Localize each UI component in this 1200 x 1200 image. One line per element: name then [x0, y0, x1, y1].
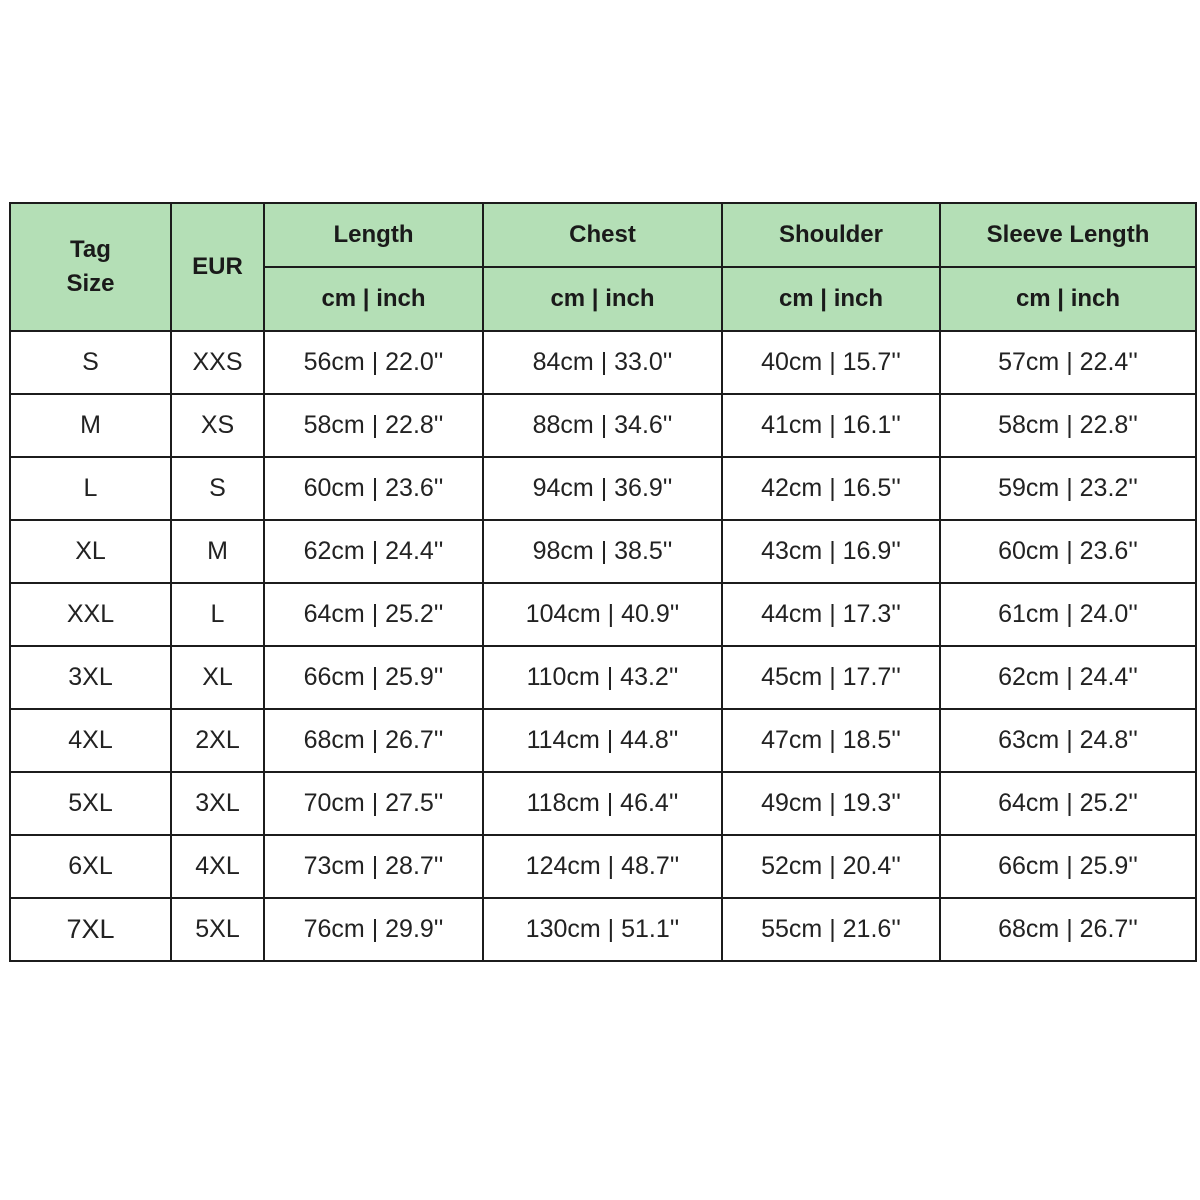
- tag-size-cell: XL: [10, 520, 171, 583]
- sleeve-length-cell: 59cm | 23.2'': [940, 457, 1196, 520]
- tag-size-cell: 6XL: [10, 835, 171, 898]
- shoulder-cell: 52cm | 20.4'': [722, 835, 940, 898]
- eur-size-cell: 3XL: [171, 772, 264, 835]
- eur-size-cell: XS: [171, 394, 264, 457]
- chest-cell: 118cm | 46.4'': [483, 772, 722, 835]
- chest-header: Chest: [483, 203, 722, 267]
- table-row: [10, 520, 1196, 583]
- eur-header: EUR: [171, 203, 264, 331]
- shoulder-cell: 40cm | 15.7'': [722, 331, 940, 394]
- length-cell: 60cm | 23.6'': [264, 457, 483, 520]
- chest-cell: 124cm | 48.7'': [483, 835, 722, 898]
- table-row: [10, 772, 1196, 835]
- length-cell: 70cm | 27.5'': [264, 772, 483, 835]
- tag-size-header: [10, 203, 171, 331]
- header-row-titles: [10, 203, 1196, 267]
- tag-size-cell: 7XL: [10, 898, 171, 961]
- sleeve-length-cell: 63cm | 24.8'': [940, 709, 1196, 772]
- eur-size-cell: XL: [171, 646, 264, 709]
- length-header: Length: [264, 203, 483, 267]
- sleeve-length-cell: 66cm | 25.9'': [940, 835, 1196, 898]
- shoulder-unit-header: cm | inch: [722, 267, 940, 331]
- chest-cell: 94cm | 36.9'': [483, 457, 722, 520]
- table-row: [10, 835, 1196, 898]
- length-cell: 56cm | 22.0'': [264, 331, 483, 394]
- shoulder-cell: 47cm | 18.5'': [722, 709, 940, 772]
- eur-size-cell: 2XL: [171, 709, 264, 772]
- tag-size-cell: 3XL: [10, 646, 171, 709]
- eur-size-cell: 5XL: [171, 898, 264, 961]
- table-row: [10, 646, 1196, 709]
- chest-cell: 88cm | 34.6'': [483, 394, 722, 457]
- sleeve-unit-header: cm | inch: [940, 267, 1196, 331]
- shoulder-cell: 44cm | 17.3'': [722, 583, 940, 646]
- sleeve-length-cell: 57cm | 22.4'': [940, 331, 1196, 394]
- shoulder-cell: 43cm | 16.9'': [722, 520, 940, 583]
- sleeve-length-cell: 68cm | 26.7'': [940, 898, 1196, 961]
- sleeve-length-cell: 58cm | 22.8'': [940, 394, 1196, 457]
- chest-cell: 130cm | 51.1'': [483, 898, 722, 961]
- chest-cell: 110cm | 43.2'': [483, 646, 722, 709]
- size-chart-header: [10, 203, 1196, 331]
- shoulder-cell: 42cm | 16.5'': [722, 457, 940, 520]
- length-cell: 73cm | 28.7'': [264, 835, 483, 898]
- length-cell: 68cm | 26.7'': [264, 709, 483, 772]
- size-chart-table: [9, 202, 1197, 962]
- eur-size-cell: 4XL: [171, 835, 264, 898]
- shoulder-cell: 45cm | 17.7'': [722, 646, 940, 709]
- table-row: [10, 331, 1196, 394]
- eur-size-cell: XXS: [171, 331, 264, 394]
- length-cell: 66cm | 25.9'': [264, 646, 483, 709]
- eur-size-cell: S: [171, 457, 264, 520]
- table-row: [10, 457, 1196, 520]
- length-cell: 58cm | 22.8'': [264, 394, 483, 457]
- sleeve-length-cell: 62cm | 24.4'': [940, 646, 1196, 709]
- eur-size-cell: L: [171, 583, 264, 646]
- size-chart-body: [10, 331, 1196, 961]
- table-row: [10, 583, 1196, 646]
- shoulder-header: Shoulder: [722, 203, 940, 267]
- tag-size-header-line2: Size: [66, 270, 115, 297]
- chest-cell: 84cm | 33.0'': [483, 331, 722, 394]
- table-row: [10, 394, 1196, 457]
- sleeve-length-cell: 60cm | 23.6'': [940, 520, 1196, 583]
- table-row: [10, 898, 1196, 961]
- eur-size-cell: M: [171, 520, 264, 583]
- sleeve-length-cell: 64cm | 25.2'': [940, 772, 1196, 835]
- chest-unit-header: cm | inch: [483, 267, 722, 331]
- length-cell: 64cm | 25.2'': [264, 583, 483, 646]
- tag-size-cell: 4XL: [10, 709, 171, 772]
- tag-size-header-line1: Tag: [70, 236, 111, 263]
- tag-size-cell: M: [10, 394, 171, 457]
- length-cell: 76cm | 29.9'': [264, 898, 483, 961]
- table-row: [10, 709, 1196, 772]
- chest-cell: 98cm | 38.5'': [483, 520, 722, 583]
- chest-cell: 104cm | 40.9'': [483, 583, 722, 646]
- tag-size-cell: S: [10, 331, 171, 394]
- sleeve-length-cell: 61cm | 24.0'': [940, 583, 1196, 646]
- shoulder-cell: 41cm | 16.1'': [722, 394, 940, 457]
- length-cell: 62cm | 24.4'': [264, 520, 483, 583]
- shoulder-cell: 49cm | 19.3'': [722, 772, 940, 835]
- sleeve-length-header: Sleeve Length: [940, 203, 1196, 267]
- chest-cell: 114cm | 44.8'': [483, 709, 722, 772]
- tag-size-cell: XXL: [10, 583, 171, 646]
- tag-size-cell: 5XL: [10, 772, 171, 835]
- shoulder-cell: 55cm | 21.6'': [722, 898, 940, 961]
- tag-size-cell: L: [10, 457, 171, 520]
- length-unit-header: cm | inch: [264, 267, 483, 331]
